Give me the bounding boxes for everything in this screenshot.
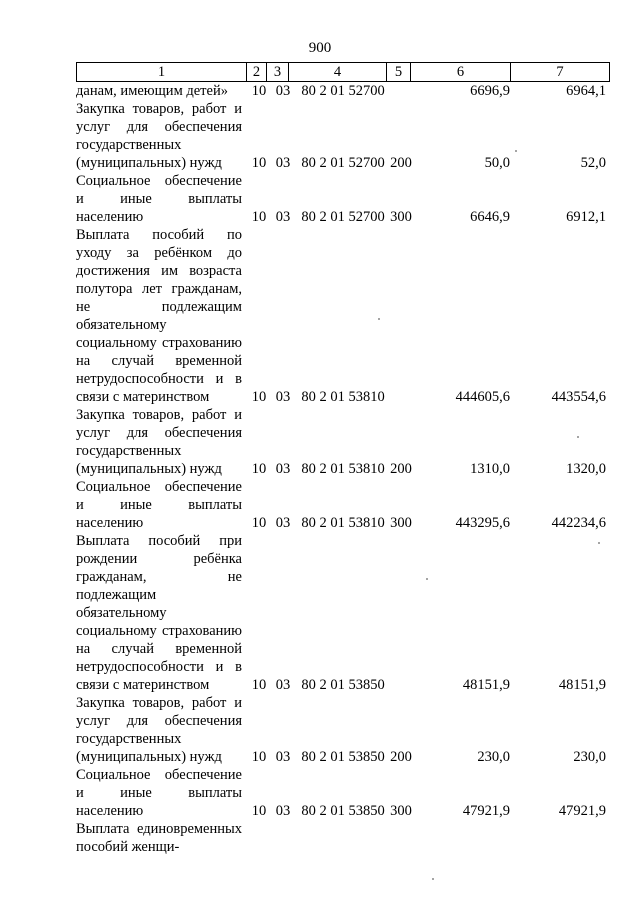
row-amount-col6: 6696,9 bbox=[470, 83, 510, 99]
row-name: данам, имеющим детей» bbox=[76, 83, 228, 99]
row-subsection: 03 bbox=[275, 677, 291, 693]
table-row bbox=[76, 820, 610, 856]
row-amount-col7: 52,0 bbox=[580, 155, 606, 171]
table-row bbox=[76, 172, 610, 226]
row-amount-col7: 6964,1 bbox=[566, 83, 606, 99]
table-row bbox=[76, 766, 610, 820]
table-row bbox=[76, 532, 610, 694]
row-amount-col6: 6646,9 bbox=[470, 209, 510, 225]
table-row bbox=[76, 478, 610, 532]
row-name: Социальное обеспечение и иные выплаты населению bbox=[76, 767, 242, 819]
row-section: 10 bbox=[251, 155, 267, 171]
row-expense-type: 200 bbox=[390, 749, 412, 765]
column-header-row bbox=[77, 63, 610, 82]
row-expense-type: 300 bbox=[390, 803, 412, 819]
row-target-code: 80 2 01 53810 bbox=[301, 461, 385, 477]
row-section: 10 bbox=[251, 83, 267, 99]
row-amount-col7: 47921,9 bbox=[558, 803, 606, 819]
row-amount-col6: 1310,0 bbox=[470, 461, 510, 477]
row-target-code: 80 2 01 53810 bbox=[301, 515, 385, 531]
row-target-code: 80 2 01 53810 bbox=[301, 389, 385, 405]
row-subsection: 03 bbox=[275, 155, 291, 171]
row-name: Закупка товаров, работ и услуг для обеспечения государственных (муниципальных) нужд bbox=[76, 407, 242, 477]
row-amount-col7: 6912,1 bbox=[566, 209, 606, 225]
column-header-1: 1 bbox=[77, 63, 247, 82]
row-amount-col7: 443554,6 bbox=[551, 389, 606, 405]
row-section: 10 bbox=[251, 461, 267, 477]
row-target-code: 80 2 01 53850 bbox=[301, 803, 385, 819]
row-name: Выплата единовременных пособий женщи- bbox=[76, 821, 242, 855]
row-subsection: 03 bbox=[275, 461, 291, 477]
row-target-code: 80 2 01 53850 bbox=[301, 749, 385, 765]
row-amount-col6: 47921,9 bbox=[462, 803, 510, 819]
row-section: 10 bbox=[251, 515, 267, 531]
scan-speck bbox=[598, 542, 600, 544]
column-header-4: 4 bbox=[289, 63, 387, 82]
table-row bbox=[76, 406, 610, 478]
row-subsection: 03 bbox=[275, 209, 291, 225]
row-subsection: 03 bbox=[275, 515, 291, 531]
row-amount-col6: 230,0 bbox=[477, 749, 510, 765]
column-header-table bbox=[76, 62, 610, 82]
row-expense-type: 300 bbox=[390, 515, 412, 531]
row-name: Социальное обеспечение и иные выплаты населению bbox=[76, 479, 242, 531]
column-header-3: 3 bbox=[267, 63, 289, 82]
row-section: 10 bbox=[251, 803, 267, 819]
table-row bbox=[76, 82, 610, 100]
row-amount-col7: 48151,9 bbox=[558, 677, 606, 693]
row-amount-col6: 444605,6 bbox=[455, 389, 510, 405]
scan-speck bbox=[577, 436, 579, 438]
row-target-code: 80 2 01 53850 bbox=[301, 677, 385, 693]
row-subsection: 03 bbox=[275, 389, 291, 405]
row-section: 10 bbox=[251, 677, 267, 693]
row-subsection: 03 bbox=[275, 83, 291, 99]
row-amount-col7: 1320,0 bbox=[566, 461, 606, 477]
row-subsection: 03 bbox=[275, 749, 291, 765]
budget-table-body bbox=[76, 82, 610, 856]
page-number: 900 bbox=[308, 40, 332, 56]
row-target-code: 80 2 01 52700 bbox=[301, 155, 385, 171]
scan-speck bbox=[432, 878, 434, 880]
row-amount-col6: 443295,6 bbox=[455, 515, 510, 531]
row-section: 10 bbox=[251, 749, 267, 765]
row-name: Выплата пособий по уходу за ребёнком до достижения им возраста полутора лет гражданам, не подлежащим обязательному социальному страхованию на случай временной нетрудоспособности и в связи с материнством bbox=[76, 227, 242, 405]
row-expense-type: 300 bbox=[390, 209, 412, 225]
scan-speck bbox=[426, 578, 428, 580]
row-amount-col6: 50,0 bbox=[484, 155, 510, 171]
row-name: Социальное обеспечение и иные выплаты населению bbox=[76, 173, 242, 225]
row-target-code: 80 2 01 52700 bbox=[301, 83, 385, 99]
row-expense-type: 200 bbox=[390, 461, 412, 477]
table-row bbox=[76, 694, 610, 766]
row-target-code: 80 2 01 52700 bbox=[301, 209, 385, 225]
row-name: Закупка товаров, работ и услуг для обеспечения государственных (муниципальных) нужд bbox=[76, 695, 242, 765]
column-header-5: 5 bbox=[387, 63, 411, 82]
column-header-6: 6 bbox=[411, 63, 511, 82]
row-amount-col7: 442234,6 bbox=[551, 515, 606, 531]
row-amount-col6: 48151,9 bbox=[462, 677, 510, 693]
row-section: 10 bbox=[251, 389, 267, 405]
scan-speck bbox=[378, 318, 380, 320]
row-section: 10 bbox=[251, 209, 267, 225]
row-amount-col7: 230,0 bbox=[573, 749, 606, 765]
row-name: Выплата пособий при рождении ребёнка гражданам, не подлежащим обязательному социальному страхованию на случай временной нетрудоспособности и в связи с материнством bbox=[76, 533, 242, 693]
scan-speck bbox=[515, 150, 517, 152]
row-subsection: 03 bbox=[275, 803, 291, 819]
row-name: Закупка товаров, работ и услуг для обеспечения государственных (муниципальных) нужд bbox=[76, 101, 242, 171]
table-row bbox=[76, 100, 610, 172]
column-header-7: 7 bbox=[511, 63, 610, 82]
column-header-2: 2 bbox=[247, 63, 267, 82]
table-row bbox=[76, 226, 610, 406]
row-expense-type: 200 bbox=[390, 155, 412, 171]
